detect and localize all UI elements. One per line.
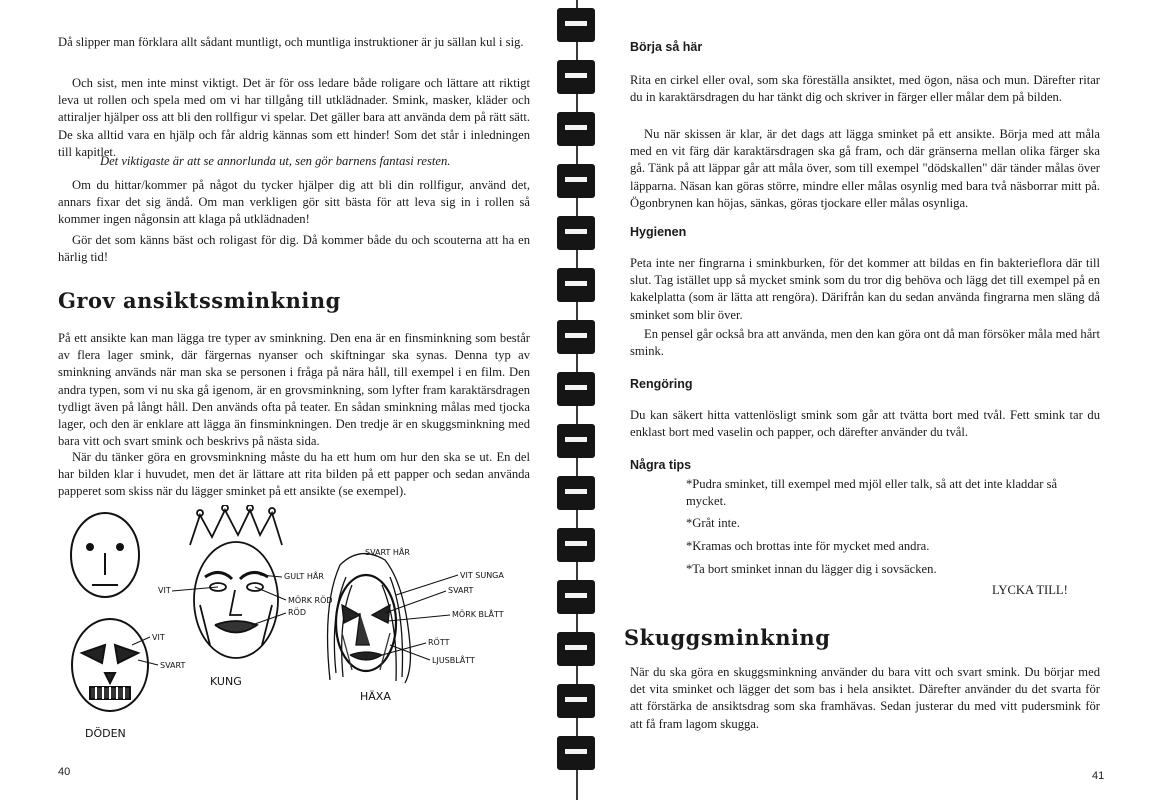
face-sketches-illustration: [60, 505, 540, 750]
paragraph-borja: Rita en cirkel eller oval, som ska föreställa ansiktet, med ögon, näsa och mun. Därefter ritar du in karaktärsdragen du har tänkt dig och skriver in färger eller målar dem på bilden.: [630, 73, 1100, 105]
heading-hygienen: Hygienen: [630, 225, 687, 239]
label-rod: RÖD: [288, 608, 307, 617]
paragraph-rengoring: Du kan säkert hitta vattenlösligt smink som går att tvätta bort med tvål. Fett smink tar du enklast bort med vaselin och papper, och därefter använder du tvål.: [630, 408, 1100, 440]
label-svart-death: SVART: [160, 661, 186, 670]
binding-ring: [557, 216, 595, 250]
paragraph-hygienen: Peta inte ner fingrarna i sminkburken, för det kommer att bildas en fin bakterieflora där till slut. Tag istället upp så mycket smink som du tror dig behöva och lägg det till exempel på en kakelplatta (som är lätta att rengöra). Därifrån kan du sedan använda fingrarna men släng då sminket som blir över.: [630, 256, 1100, 322]
tip-item: *Kramas och brottas inte för mycket med andra.: [686, 539, 930, 553]
binding-ring: [557, 268, 595, 302]
quote-text: Det viktigaste är att se annorlunda ut, sen gör barnens fantasi resten.: [100, 154, 451, 168]
tip-item: *Gråt inte.: [686, 516, 740, 530]
binding-ring: [557, 476, 595, 510]
heading-tips: Några tips: [630, 458, 692, 472]
binding-ring: [557, 632, 595, 666]
binding-ring: [557, 736, 595, 770]
label-vit-sunga: VIT SUNGA: [460, 571, 504, 580]
label-vit-death: VIT: [152, 633, 165, 642]
spiral-binding: [557, 0, 599, 800]
king-face-drawing: [190, 505, 282, 658]
right-page: [600, 0, 1156, 800]
page-number-left: 40: [58, 766, 71, 778]
paragraph-skugg: När du ska göra en skuggsminkning använder du bara vitt och svart smink. Du börjar med det vita sminket och lägger det som bas i hela ansiktet. Därefter använder du det svarta för att förstärka de ansiktsdrag som ska framhävas. Sedan justerar du med vitt pudersmink för att få fram lagom skugga.: [630, 665, 1100, 731]
paragraph-skissen: Nu när skissen är klar, är det dags att lägga sminket på ett ansikte. Börja med att måla med en vit färg där karaktärsdragen ska gå fram, och där gränserna mellan olika färger ska gå. Tänk på att läppar går att måla över, som till exempel "dödskallen" där tänder målas över läpparna. Näsan kan göras större, mindre eller målas osynlig med bara två näsborrar mitt på. Ögonbrynen kan höjas, sänkas, göras tjockare eller målas osynliga.: [630, 127, 1100, 210]
binding-ring: [557, 684, 595, 718]
paragraph-sketch: När du tänker göra en grovsminkning måste du ha ett hum om hur den ska se ut. En del har bilden klar i huvudet, men det är lättare att rita bilden på ett papper och sedan använda papperet som skiss när du lägger sminket på ett ansikte (se exempel).: [58, 450, 530, 499]
binding-ring: [557, 580, 595, 614]
paragraph-conclusion: Gör det som känns bäst och roligast för dig. Då kommer både du och scouterna att ha en härlig tid!: [58, 233, 530, 265]
section-heading-grov: Grov ansiktssminkning: [58, 288, 341, 313]
binding-ring: [557, 528, 595, 562]
label-doden: DÖDEN: [85, 727, 126, 740]
binding-ring: [557, 60, 595, 94]
label-vit-king: VIT: [158, 586, 171, 595]
paragraph-rollfigur: Om du hittar/kommer på något du tycker hjälper dig att bli din rollfigur, använd det, annars fixar det sig ändå. Om man verkligen gör sitt bästa för att leva sig in i rollen så kommer ingen någonsin att klaga på utklädnaden!: [58, 178, 530, 227]
tip-item: *Pudra sminket, till exempel med mjöl eller talk, så att det inte kladdar så mycket.: [686, 477, 1058, 508]
binding-ring: [557, 320, 595, 354]
binding-ring: [557, 372, 595, 406]
label-mork-blatt: MÖRK BLÅTT: [452, 610, 504, 619]
witch-face-drawing: [328, 554, 411, 683]
plain-face-drawing: [71, 513, 139, 597]
paragraph-pensel: En pensel går också bra att använda, men den kan göra ont då man försöker måla med hårt smink.: [630, 327, 1101, 359]
label-ljusblatt: LJUSBLÅTT: [432, 656, 475, 665]
tip-item: *Ta bort sminket innan du lägger dig i sovsäcken.: [686, 562, 937, 576]
binding-ring: [557, 8, 595, 42]
label-rott: RÖTT: [428, 638, 450, 647]
section-heading-skugg: Skuggsminkning: [624, 625, 831, 650]
label-kung: KUNG: [210, 675, 242, 688]
heading-rengoring: Rengöring: [630, 377, 693, 391]
label-svart-witch: SVART: [448, 586, 474, 595]
paragraph-dressup: Och sist, men inte minst viktigt. Det är för oss ledare både roligare och lättare att riktigt leva ut rollen och spela med om vi har tillgång till utklädnader. Smink, masker, kläder och attiraljer hjälper oss att bli den rollfigur vi spelar. Det gäller bara att använda dem på rätt sätt. De ska alltid vara en hjälp och får aldrig kännas som ett hinder! Som det står i inledningen till kapitlet.: [58, 76, 530, 159]
page-number-right: 41: [1092, 770, 1105, 782]
binding-ring: [557, 164, 595, 198]
death-face-drawing: [72, 619, 148, 711]
label-gult-har: GULT HÅR: [284, 572, 324, 581]
label-svart-har: SVART HÅR: [365, 548, 410, 557]
paragraph-types: På ett ansikte kan man lägga tre typer av sminkning. Den ena är en finsminkning som består av flera lager smink, där färgernas nyanser och skiftningar ska synas. Denna typ av sminkning används när man ska se personen i fråga på nära håll, till exempel i en film. Den andra typen, som vi nu ska gå igenom, är en grovsminkning, som lyfter fram karaktärsdragen tydligt även på långt håll. Den används ofta på teater. En sådan sminkning målas med tjocka lager, och den är enklare att lägga än finsminkningen. Den tredje är en skuggsminkning med bara vitt och svart smink och beskrivs på nästa sida.: [58, 331, 530, 449]
heading-borja: Börja så här: [630, 40, 703, 54]
closing-greeting: LYCKA TILL!: [992, 583, 1068, 597]
paragraph-intro: Då slipper man förklara allt sådant muntligt, och muntliga instruktioner är ju sällan kul i sig.: [58, 35, 524, 49]
binding-ring: [557, 112, 595, 146]
label-haxa: HÄXA: [360, 690, 391, 703]
label-mork-rod: MÖRK RÖD: [288, 596, 333, 605]
binding-ring: [557, 424, 595, 458]
